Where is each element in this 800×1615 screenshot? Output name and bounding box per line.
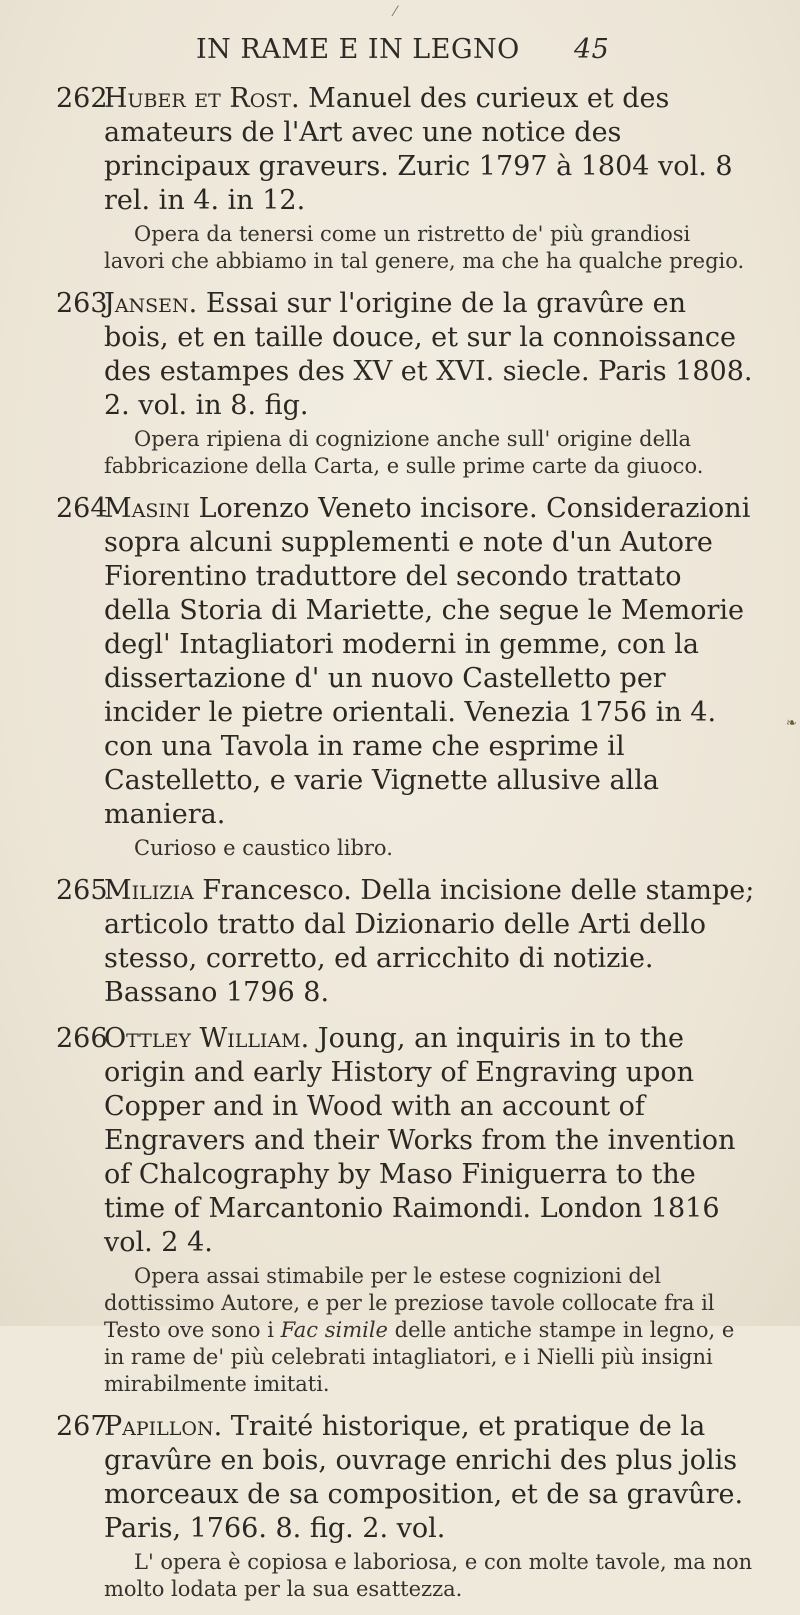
entry-number: 264 [56,493,108,524]
entry-author: Papillon. [104,1411,223,1442]
entry-body [56,492,756,832]
bibliography-entry [56,874,756,1010]
entry-text: Lorenzo Veneto incisore. Considerazioni sopra alcuni supplementi e note d'un Autore Fiorentino traduttore del secondo trattato della Storia di Mariette, che segue le Memorie degl' Intagliatori moderni in gemme, con la dissertazione d' un nuovo Castelletto per incider le pietre orientali. Venezia 1756 in 4. con una Tavola in rame che esprime il Castelletto, e varie Vignette allusive alla maniera. [104,493,751,830]
entry-body [56,287,756,423]
entry-note-italic: Fac simile [280,1318,388,1342]
entry-note-text: Curioso e caustico libro. [134,836,393,860]
entry-author: Ottley William. [104,1023,310,1054]
entry-author: Huber et Rost. [104,83,300,114]
entry-body [56,1022,756,1260]
entry-text: Francesco. Della incisione delle stampe; articolo tratto dal Dizionario delle Arti dello stesso, corretto, ed arricchito di notizie. Bassano 1796 8. [104,875,755,1008]
entry-author: Milizia [104,875,194,906]
entry-note-text: L' opera è copiosa e laboriosa, e con molte tavole, ma non molto lodata per la sua esattezza. [104,1550,753,1601]
entry-number: 262 [56,83,108,114]
entry-note [104,221,756,275]
entry-note-text: Opera assai stimabile per le estese cognizioni del dottissimo Autore, e per le preziose tavole collocate fra il Testo ove sono i [104,1264,715,1342]
bibliography-entry [56,287,756,480]
entry-number: 266 [56,1023,108,1054]
bibliography-entry [56,82,756,275]
bibliography-entry [56,1410,756,1603]
entry-number: 267 [56,1411,108,1442]
entry-note [104,835,756,862]
entry-number: 265 [56,875,108,906]
entry-text: Manuel des curieux et des amateurs de l'Art avec une notice des principaux graveurs. Zuric 1797 à 1804 vol. 8 rel. in 4. in 12. [104,83,733,216]
entry-body [56,82,756,218]
entry-text: Joung, an inquiris in to the origin and early History of Engraving upon Copper and in Wood with an account of Engravers and their Works from the invention of Chalcography by Maso Finiguerra to the time of Marcantonio Raimondi. London 1816 vol. 2 4. [104,1023,736,1258]
entry-body [56,874,756,1010]
entry-note [104,1549,756,1603]
bibliography-entry [56,492,756,862]
entry-note-text: Opera ripiena di cognizione anche sull' origine della fabbricazione della Carta, e sulle prime carte da giuoco. [104,427,704,478]
entry-author: Masini [104,493,191,524]
entry-text: Essai sur l'origine de la gravûre en bois, et en taille douce, et sur la connoissance des estampes des XV et XVI. siecle. Paris 1808. 2. vol. in 8. fig. [104,288,753,421]
entry-note [104,1263,756,1398]
entry-number: 263 [56,288,108,319]
page-number: 45 [574,34,610,65]
entry-note [104,426,756,480]
bibliography-entry [56,1022,756,1398]
running-head [196,34,616,65]
entry-body [56,1410,756,1546]
entry-note-text-end: delle antiche stampe in legno, e in rame de' più celebrati intagliatori, e i Nielli più insigni mirabilmente imitati. [104,1318,735,1396]
entry-author: Jansen. [104,288,198,319]
ink-mark-right: ❧ [786,716,797,731]
bibliography-list [56,82,756,1615]
ink-mark-top: ⁄ [394,4,397,20]
running-head-title: IN RAME E IN LEGNO [196,34,520,65]
entry-note-text: Opera da tenersi come un ristretto de' più grandiosi lavori che abbiamo in tal genere, ma che ha qualche pregio. [104,222,745,273]
entry-text: Traité historique, et pratique de la gravûre en bois, ouvrage enrichi des plus jolis morceaux de sa composition, et de sa gravûre. Paris, 1766. 8. fig. 2. vol. [104,1411,744,1544]
